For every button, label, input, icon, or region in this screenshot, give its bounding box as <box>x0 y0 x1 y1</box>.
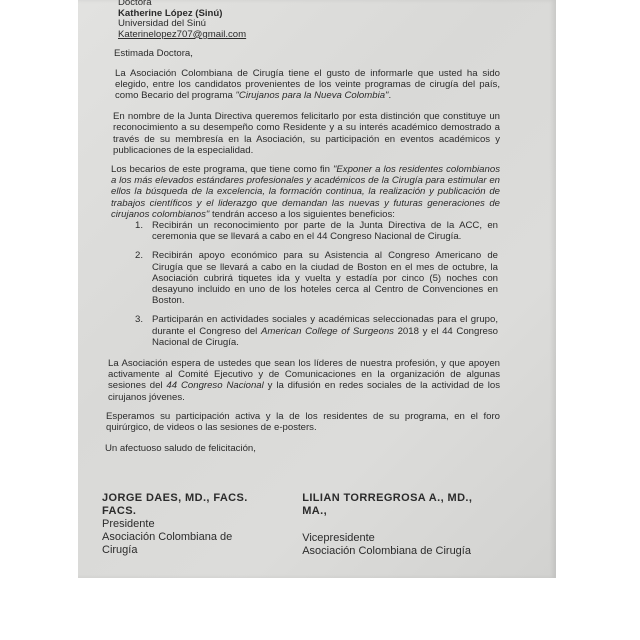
item-text: Participarán en actividades sociales y académicas seleccionadas para el grupo, durante el Congreso del <box>152 314 498 337</box>
letter-page <box>78 0 556 578</box>
item-text: Recibirán un reconocimiento por parte de la Junta Directiva de la ACC, en ceremonia que se llevará a cabo en el 44 Congreso Nacional de Cirugía. <box>152 220 498 243</box>
signatory-org: Asociación Colombiana de Cirugía <box>102 531 233 557</box>
item-text: Recibirán apoyo económico para su Asistencia al Congreso Americano de Cirugía que se llevará a cabo en la ciudad de Boston en el mes de octubre, la Asociación cubrirá tiquetes ida y vuelta y estadía por cinco (5) noches con desayuno incluido en uno de los hoteles cerca al Centro de Convenciones en Boston. <box>152 250 498 307</box>
item-number: 3. <box>135 314 144 326</box>
signatory-name: LILIAN TORREGROSA A., MD., MA., <box>302 492 473 518</box>
paragraph-expectations <box>108 358 500 403</box>
signature-vicepresident <box>302 492 500 558</box>
paragraph-program-goal <box>111 164 500 220</box>
signatory-name: JORGE DAES, MD., FACS. FACS. <box>102 492 248 518</box>
letter-body <box>102 0 501 558</box>
signature-president <box>102 492 260 558</box>
item-number: 1. <box>135 220 144 232</box>
recipient-institution: Universidad del Sinú <box>118 18 206 30</box>
closing: Un afectuoso saludo de felicitación, <box>105 443 256 455</box>
paragraph-tail: tendrán acceso a los siguientes beneficios: <box>209 208 395 220</box>
paragraph-text: La Asociación espera de ustedes que sean los líderes de nuestra profesión, y que apoyen activamente al Comité Ejecutivo y de Comunicaciones en la organización de algunas sesiones del <box>108 358 500 392</box>
program-name: "Cirujanos para la Nueva Colombia" <box>235 89 389 101</box>
paragraph-lead: Los becarios de este programa, que tiene como fin <box>111 164 333 175</box>
benefits-list <box>110 220 500 348</box>
signatory-role: Presidente <box>102 518 155 531</box>
item-text: 2018 y el 44 Congreso Nacional de Cirugía. <box>152 325 499 348</box>
benefit-item <box>135 220 498 243</box>
recipient-block <box>118 0 500 40</box>
congress-name: 44 Congreso Nacional <box>166 380 264 392</box>
benefit-item <box>135 250 498 307</box>
program-goal-quote: "Exponer a los residentes colombianos a los más elevados estándares profesionales y académicos de la Cirugía para estimular en ellos la búsqueda de la excelencia, la formación continua, la realización y publicación de trabajos científicos y el liderazgo que demandan las nuevas y futuras generaciones de cirujanos colombianos" <box>111 164 500 220</box>
paragraph-participation: Esperamos su participación activa y la de los residentes de su programa, en el foro quirúrgico, de videos o las sesiones de e-posters. <box>106 410 500 434</box>
recipient-title: Doctora <box>118 0 152 8</box>
item-number: 2. <box>135 250 144 262</box>
benefit-item <box>135 314 499 348</box>
salutation: Estimada Doctora, <box>114 48 193 60</box>
congress-name: American College of Surgeons <box>260 325 394 337</box>
recipient-email: Katerinelopez707@gmail.com <box>118 28 247 40</box>
paragraph-end: . <box>388 89 392 101</box>
paragraph-text: y la difusión en redes sociales de la actividad de los cirujanos jóvenes. <box>108 380 501 403</box>
recipient-name: Katherine López (Sinú) <box>118 7 223 19</box>
signatory-role: Vicepresidente <box>302 532 375 545</box>
signatures <box>102 492 500 558</box>
signatory-org: Asociación Colombiana de Cirugía <box>302 545 471 558</box>
paragraph-election <box>115 68 500 102</box>
paragraph-text: La Asociación Colombiana de Cirugía tiene el gusto de informarle que usted ha sido elegido, entre los candidatos provenientes de los veinte programas de cirugía del país, como Becario del programa <box>115 67 500 101</box>
paragraph-congratulations: En nombre de la Junta Directiva queremos felicitarlo por esta distinción que constituye un reconocimiento a su desempeño como Residente y a su interés académico demostrado a través de su membresía en la Asociación, su participación en eventos académicos y publicaciones de la especialidad. <box>113 111 500 156</box>
